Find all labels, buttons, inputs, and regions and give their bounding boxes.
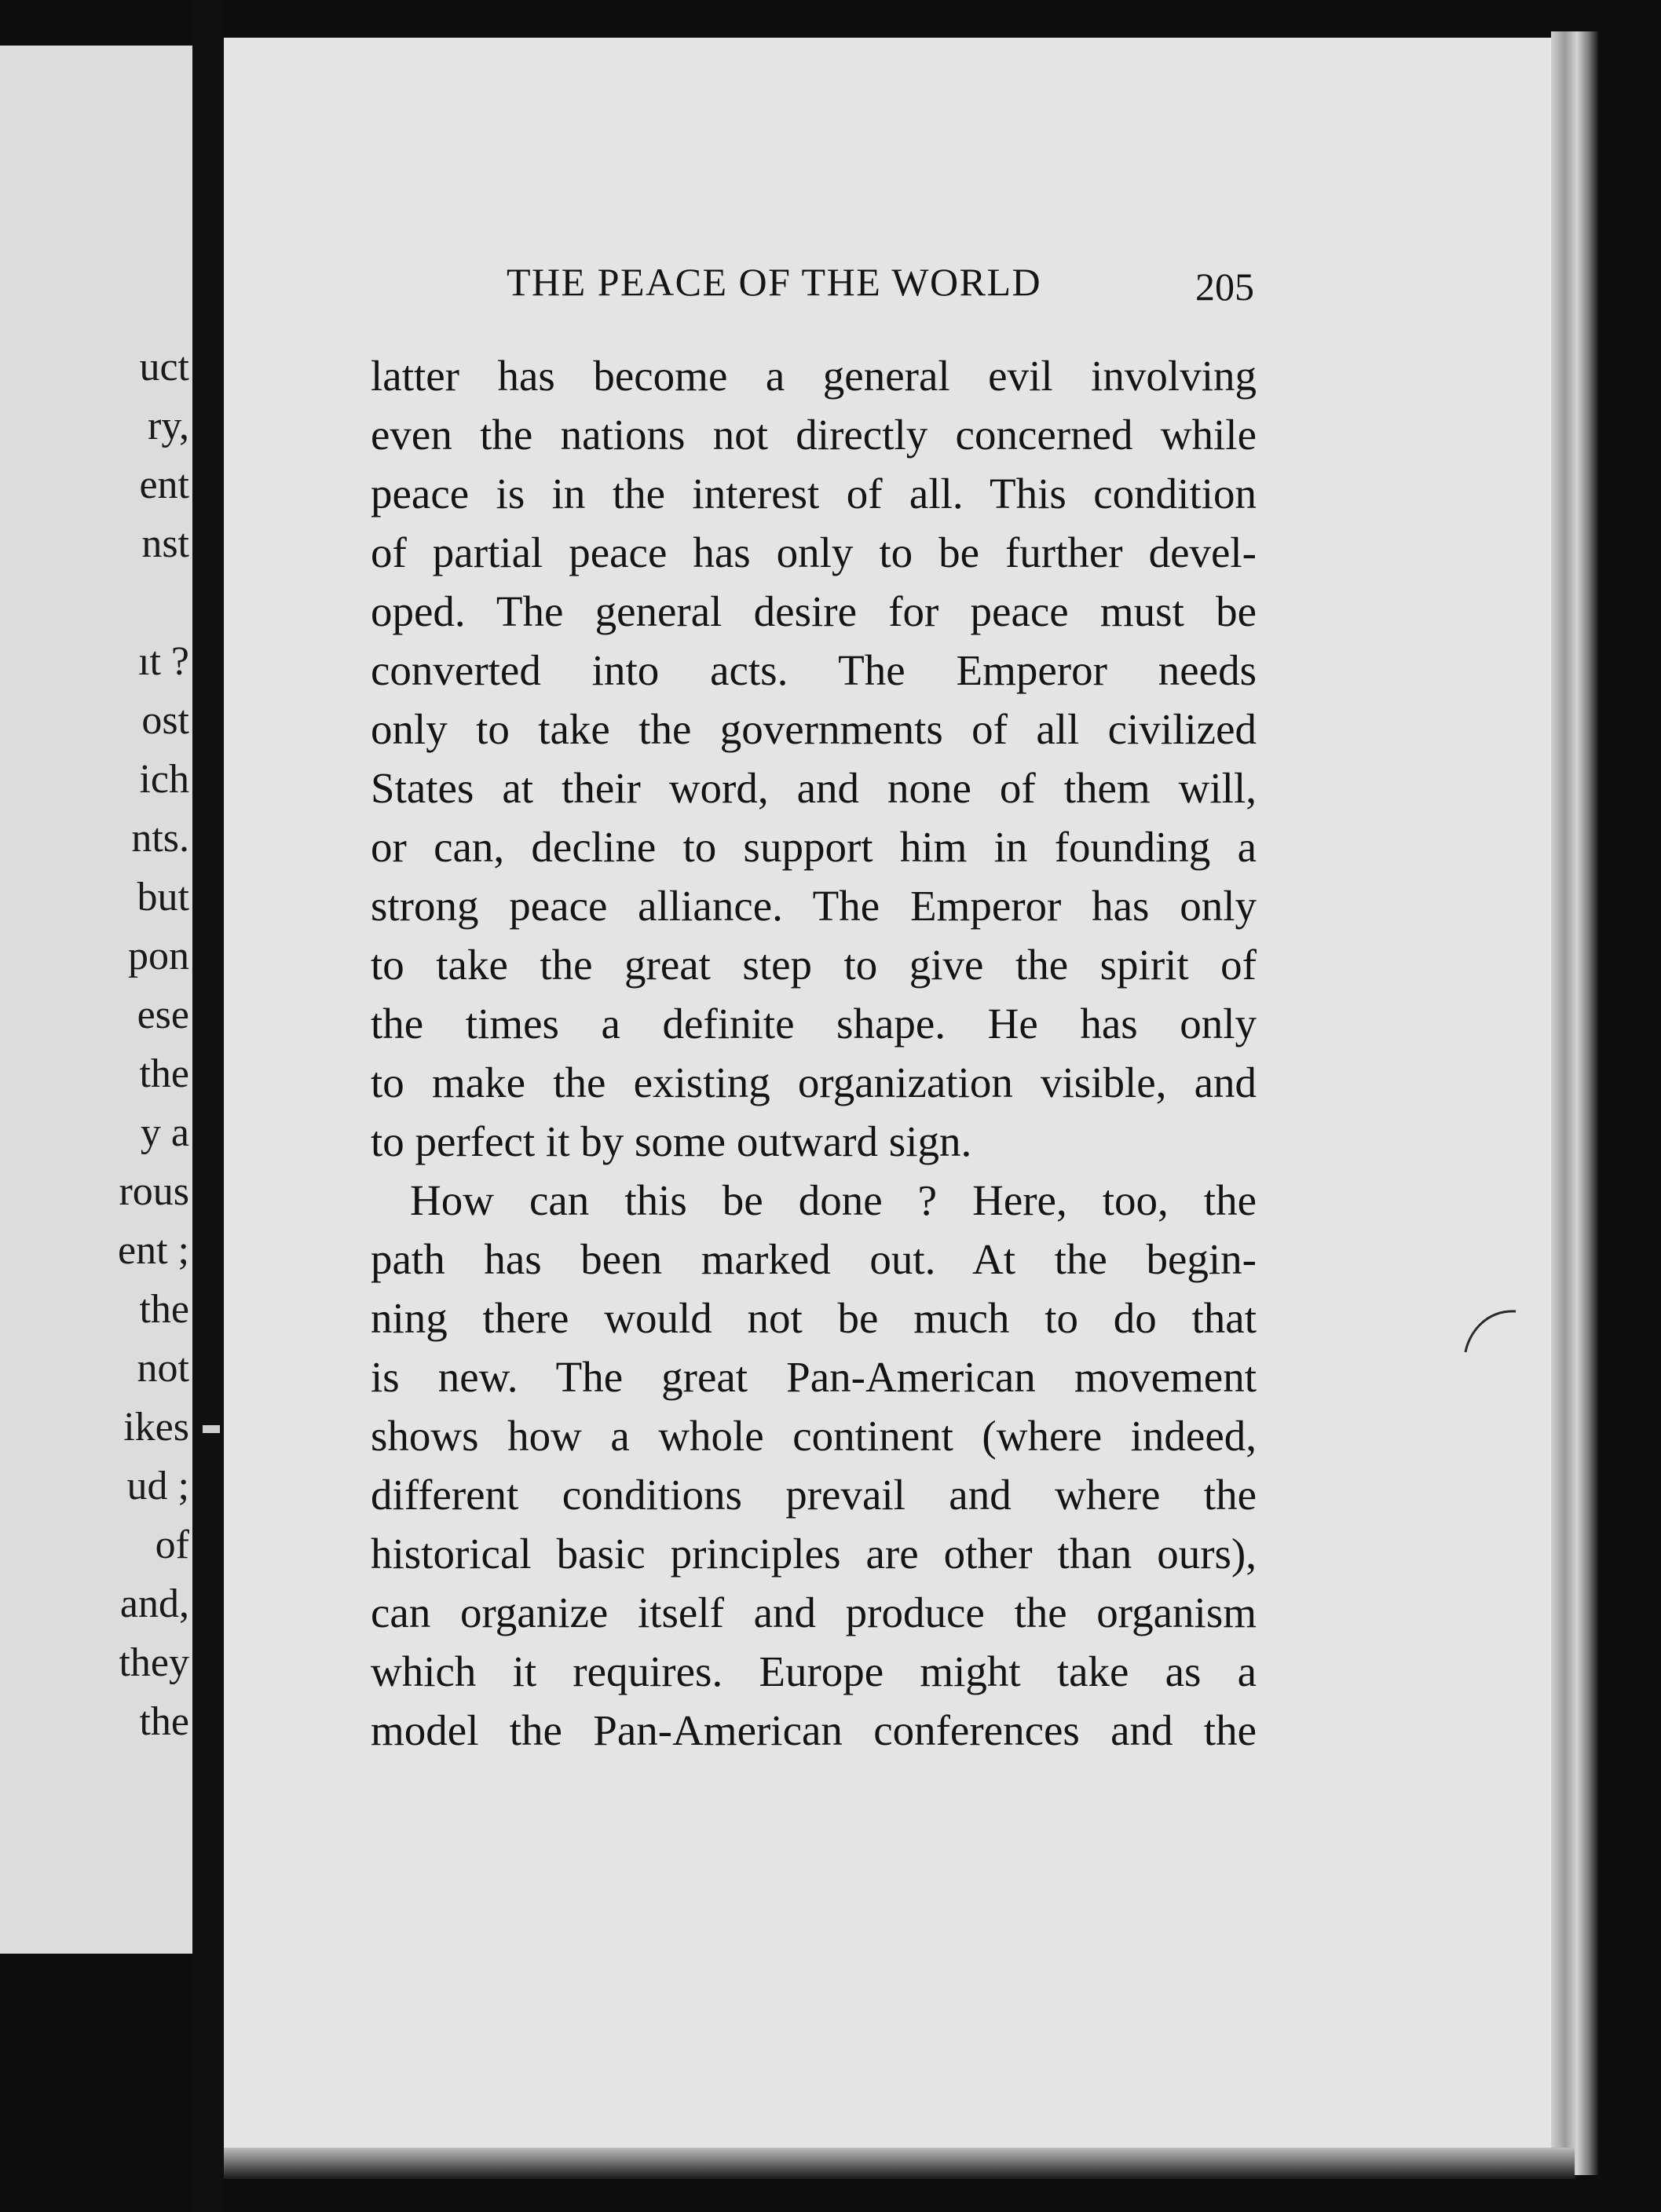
text-line: model the Pan-American conferences and the bbox=[371, 1706, 1257, 1754]
text-line: which it requires. Europe might take as a bbox=[371, 1647, 1257, 1695]
left-page-line: ich bbox=[139, 757, 189, 802]
left-page-line: pon bbox=[128, 934, 189, 978]
left-page-line: ry, bbox=[148, 404, 189, 448]
page-edge bbox=[1551, 31, 1598, 2175]
text-line: path has been marked out. At the begin- bbox=[371, 1235, 1257, 1283]
left-page-line: the bbox=[139, 1051, 189, 1096]
text-line: strong peace alliance. The Emperor has only bbox=[371, 882, 1257, 930]
text-line: ning there would not be much to do that bbox=[371, 1294, 1257, 1342]
left-page-line: ıt ? bbox=[138, 639, 189, 684]
left-page-line: nst bbox=[141, 521, 189, 566]
text-line: historical basic principles are other than ours), bbox=[371, 1530, 1257, 1578]
text-line: oped. The general desire for peace must be bbox=[371, 587, 1257, 635]
left-page-line: ost bbox=[141, 698, 189, 743]
text-line: of partial peace has only to be further devel- bbox=[371, 528, 1257, 576]
page-bottom-edge bbox=[224, 2148, 1575, 2179]
paragraph-start-line: How can this be done ? Here, too, the bbox=[410, 1176, 1257, 1224]
page-number: 205 bbox=[1195, 265, 1254, 309]
left-page-line: ent bbox=[139, 463, 189, 507]
text-line: the times a definite shape. He has only bbox=[371, 1000, 1257, 1048]
text-line: can organize itself and produce the organism bbox=[371, 1589, 1257, 1636]
left-page-line: ent ; bbox=[118, 1228, 189, 1273]
left-page-line: the bbox=[139, 1699, 189, 1744]
text-line: is new. The great Pan-American movement bbox=[371, 1353, 1257, 1401]
text-line: even the nations not directly concerned while bbox=[371, 411, 1257, 459]
left-page-line: y a bbox=[140, 1110, 189, 1155]
text-line: to make the existing organization visible, and bbox=[371, 1058, 1257, 1106]
text-line: or can, decline to support him in founding a bbox=[371, 823, 1257, 871]
left-page-line: but bbox=[137, 875, 189, 920]
left-facing-page bbox=[0, 46, 192, 1954]
text-line: converted into acts. The Emperor needs bbox=[371, 646, 1257, 694]
left-page-line: they bbox=[119, 1640, 189, 1685]
text-line: peace is in the interest of all. This condition bbox=[371, 470, 1257, 517]
left-page-line: ese bbox=[137, 993, 189, 1037]
text-line: different conditions prevail and where the bbox=[371, 1471, 1257, 1519]
running-head: THE PEACE OF THE WORLD bbox=[507, 260, 1042, 304]
left-page-line: of bbox=[155, 1523, 189, 1567]
left-page-line: uct bbox=[139, 345, 189, 389]
left-page-line: not bbox=[137, 1346, 189, 1391]
speck-mark bbox=[203, 1425, 220, 1433]
text-line: States at their word, and none of them will, bbox=[371, 764, 1257, 812]
left-page-line: the bbox=[139, 1287, 189, 1332]
left-page-line: nts. bbox=[131, 816, 189, 861]
ink-mark bbox=[1461, 1303, 1524, 1366]
text-line: shows how a whole continent (where indeed, bbox=[371, 1412, 1257, 1460]
left-page-line: ikes bbox=[123, 1405, 189, 1450]
text-line: latter has become a general evil involving bbox=[371, 352, 1257, 400]
text-line: to perfect it by some outward sign. bbox=[371, 1117, 972, 1165]
left-page-line: ud ; bbox=[126, 1464, 189, 1508]
text-line: only to take the governments of all civilized bbox=[371, 705, 1257, 753]
text-line: to take the great step to give the spirit of bbox=[371, 941, 1257, 989]
book-gutter bbox=[192, 0, 224, 2212]
left-page-line: and, bbox=[119, 1581, 189, 1626]
left-page-line: rous bbox=[119, 1169, 189, 1214]
